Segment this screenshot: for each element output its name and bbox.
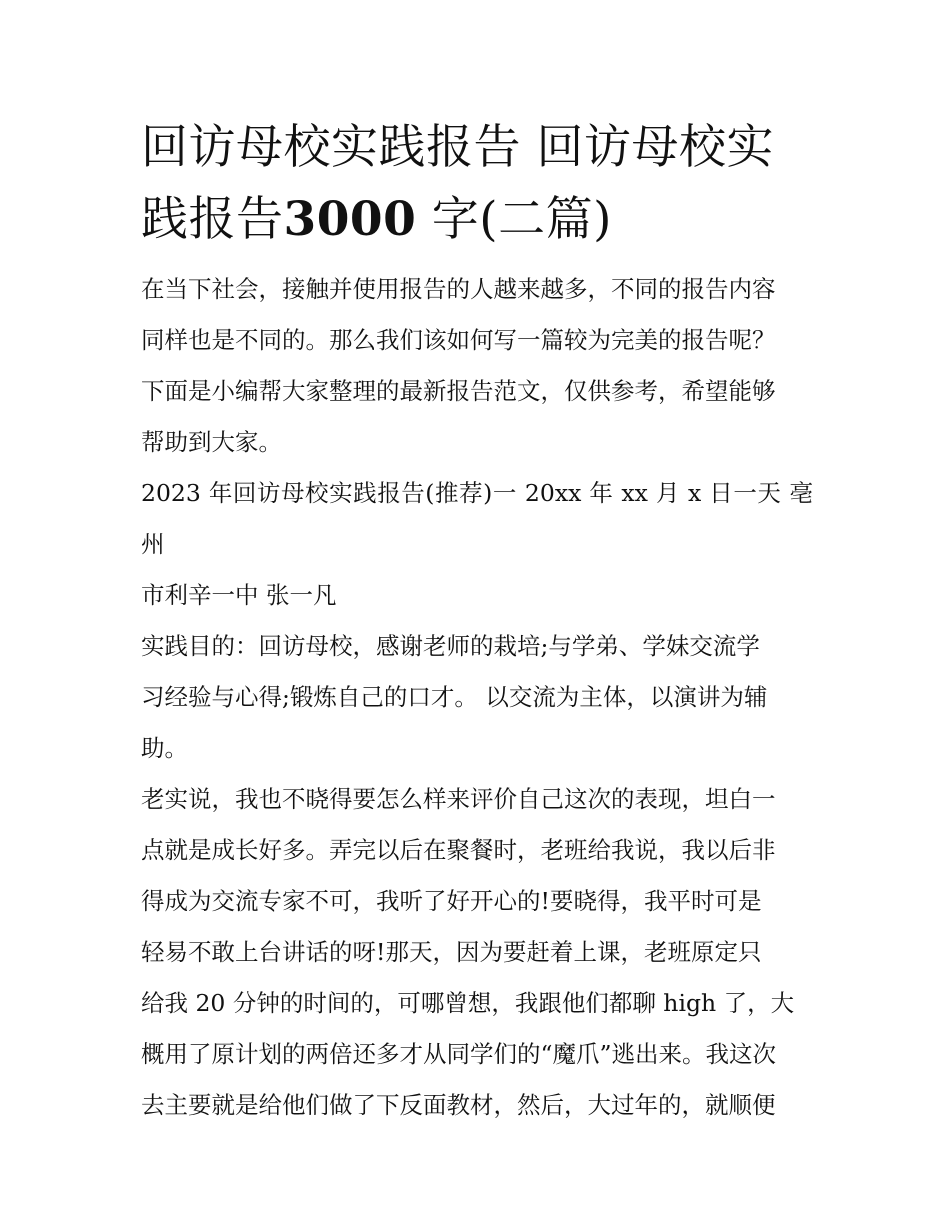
title-line-2-prefix: 践报告 <box>141 192 284 247</box>
text-line: 帮助到大家。 <box>141 428 282 456</box>
paragraph-intro <box>141 264 813 468</box>
text-line: 习经验与心得;锻炼自己的口才。 以交流为主体，以演讲为辅 <box>141 683 768 711</box>
text-line: 下面是小编帮大家整理的最新报告范文，仅供参考，希望能够 <box>141 377 776 405</box>
text-line: 去主要就是给他们做了下反面教材，然后，大过年的，就顺便 <box>141 1091 776 1119</box>
document-page <box>141 112 813 1131</box>
text-line: 同样也是不同的。那么我们该如何写一篇较为完美的报告呢？ <box>141 326 776 354</box>
text-line: 老实说，我也不晓得要怎么样来评价自己这次的表现，坦白一 <box>141 785 776 813</box>
text-line: 概用了原计划的两倍还多才从同学们的“魔爪”逃出来。我这次 <box>141 1040 777 1068</box>
paragraph-report-heading <box>141 468 813 621</box>
text-line: 得成为交流专家不可，我听了好开心的!要晓得，我平时可是 <box>141 887 762 915</box>
text-line: 轻易不敢上台讲话的呀!那天，因为要赶着上课，老班原定只 <box>141 938 762 966</box>
text-line: 2023 年回访母校实践报告(推荐)一 20xx 年 xx 月 x 日一天 亳州 <box>141 479 813 558</box>
title-line-2-suffix: 字(二篇) <box>416 192 612 247</box>
paragraph-reflection <box>141 774 813 1131</box>
title-line-1: 回访母校实践报告 回访母校实 <box>141 120 774 175</box>
title-line-2 <box>141 184 813 256</box>
title-line-2-number: 3000 <box>283 192 417 247</box>
paragraph-purpose <box>141 621 813 774</box>
text-line: 点就是成长好多。弄完以后在聚餐时，老班给我说，我以后非 <box>141 836 776 864</box>
text-line: 在当下社会，接触并使用报告的人越来越多，不同的报告内容 <box>141 275 776 303</box>
text-line: 助。 <box>141 734 188 762</box>
text-line: 实践目的：回访母校，感谢老师的栽培;与学弟、学妹交流学 <box>141 632 760 660</box>
text-line: 给我 20 分钟的时间的，可哪曾想，我跟他们都聊 high 了，大 <box>141 989 795 1017</box>
document-title <box>141 112 813 256</box>
text-line: 市利辛一中 张一凡 <box>141 581 337 609</box>
